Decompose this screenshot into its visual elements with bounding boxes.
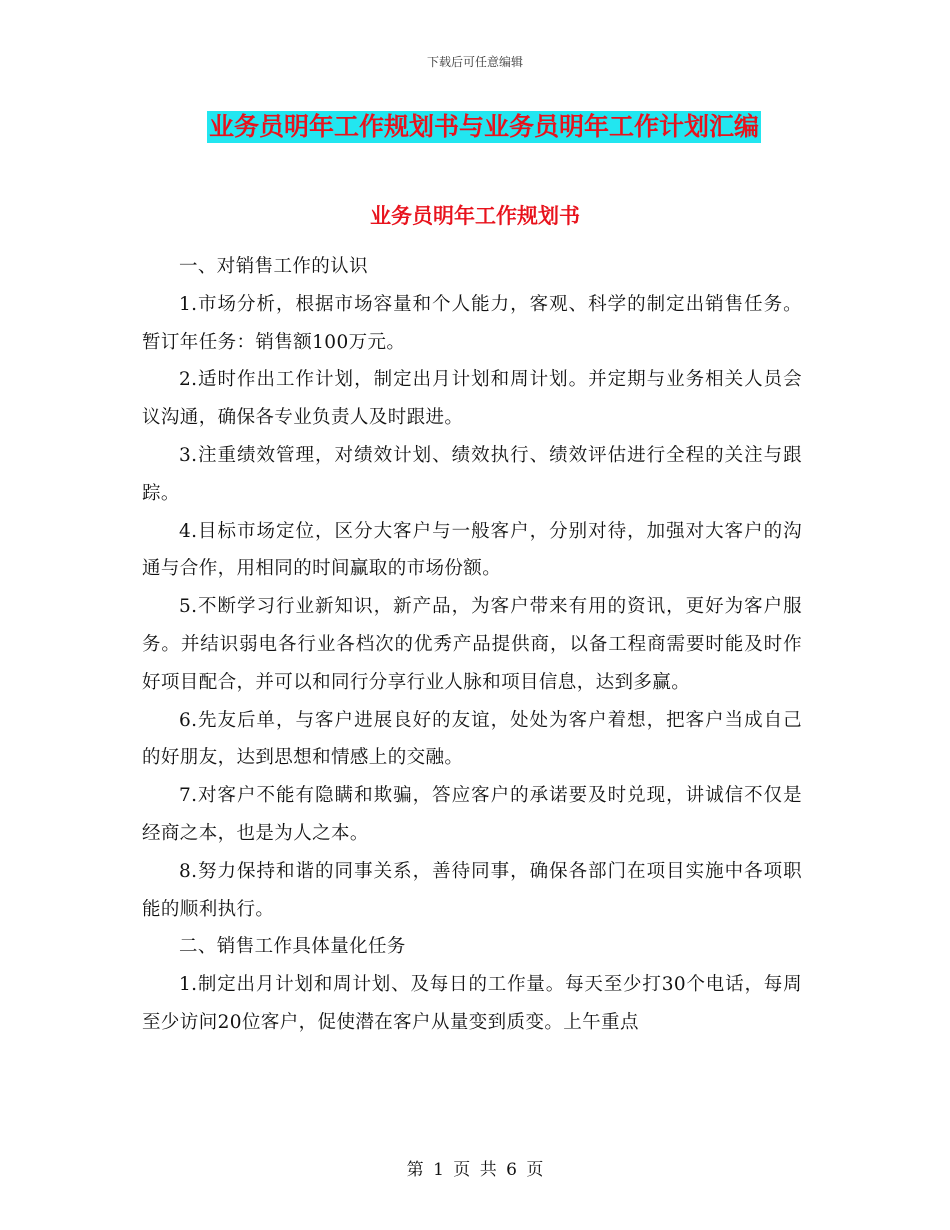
section-heading-1: 一、对销售工作的认识 <box>179 256 369 277</box>
paragraph: 3.注重绩效管理，对绩效计划、绩效执行、绩效评估进行全程的关注与跟踪。 <box>142 444 802 504</box>
header-note: 下载后可任意编辑 <box>426 55 523 69</box>
paragraph: 4.目标市场定位，区分大客户与一般客户，分别对待，加强对大客户的沟通与合作，用相同的时间赢取的市场份额。 <box>142 520 802 580</box>
section-title: 业务员明年工作规划书 <box>370 203 580 228</box>
document-body <box>142 248 802 1042</box>
paragraph: 6.先友后单，与客户进展良好的友谊，处处为客户着想，把客户当成自己的好朋友，达到思想和情感上的交融。 <box>142 709 802 769</box>
paragraph: 8.努力保持和谐的同事关系，善待同事，确保各部门在项目实施中各项职能的顺利执行。 <box>142 860 802 920</box>
page-number-footer: 第 1 页 共 6 页 <box>406 1160 544 1180</box>
document-main-title: 业务员明年工作规划书与业务员明年工作计划汇编 <box>209 112 760 141</box>
paragraph: 7.对客户不能有隐瞒和欺骗，答应客户的承诺要及时兑现，讲诚信不仅是经商之本，也是为人之本。 <box>142 785 802 844</box>
paragraph: 5.不断学习行业新知识，新产品，为客户带来有用的资讯，更好为客户服务。并结识弱电各行业各档次的优秀产品提供商，以备工程商需要时能及时作好项目配合，并可以和同行分享行业人脉和项目信息，达到多赢。 <box>142 596 802 693</box>
paragraph: 2.适时作出工作计划，制定出月计划和周计划。并定期与业务相关人员会议沟通，确保各专业负责人及时跟进。 <box>142 369 802 429</box>
paragraph: 1.市场分析，根据市场容量和个人能力，客观、科学的制定出销售任务。暂订年任务：销售额100万元。 <box>142 293 802 353</box>
section-heading-2: 二、销售工作具体量化任务 <box>179 936 406 958</box>
paragraph: 1.制定出月计划和周计划、及每日的工作量。每天至少打30个电话，每周至少访问20位客户，促使潜在客户从量变到质变。上午重点 <box>142 974 802 1033</box>
